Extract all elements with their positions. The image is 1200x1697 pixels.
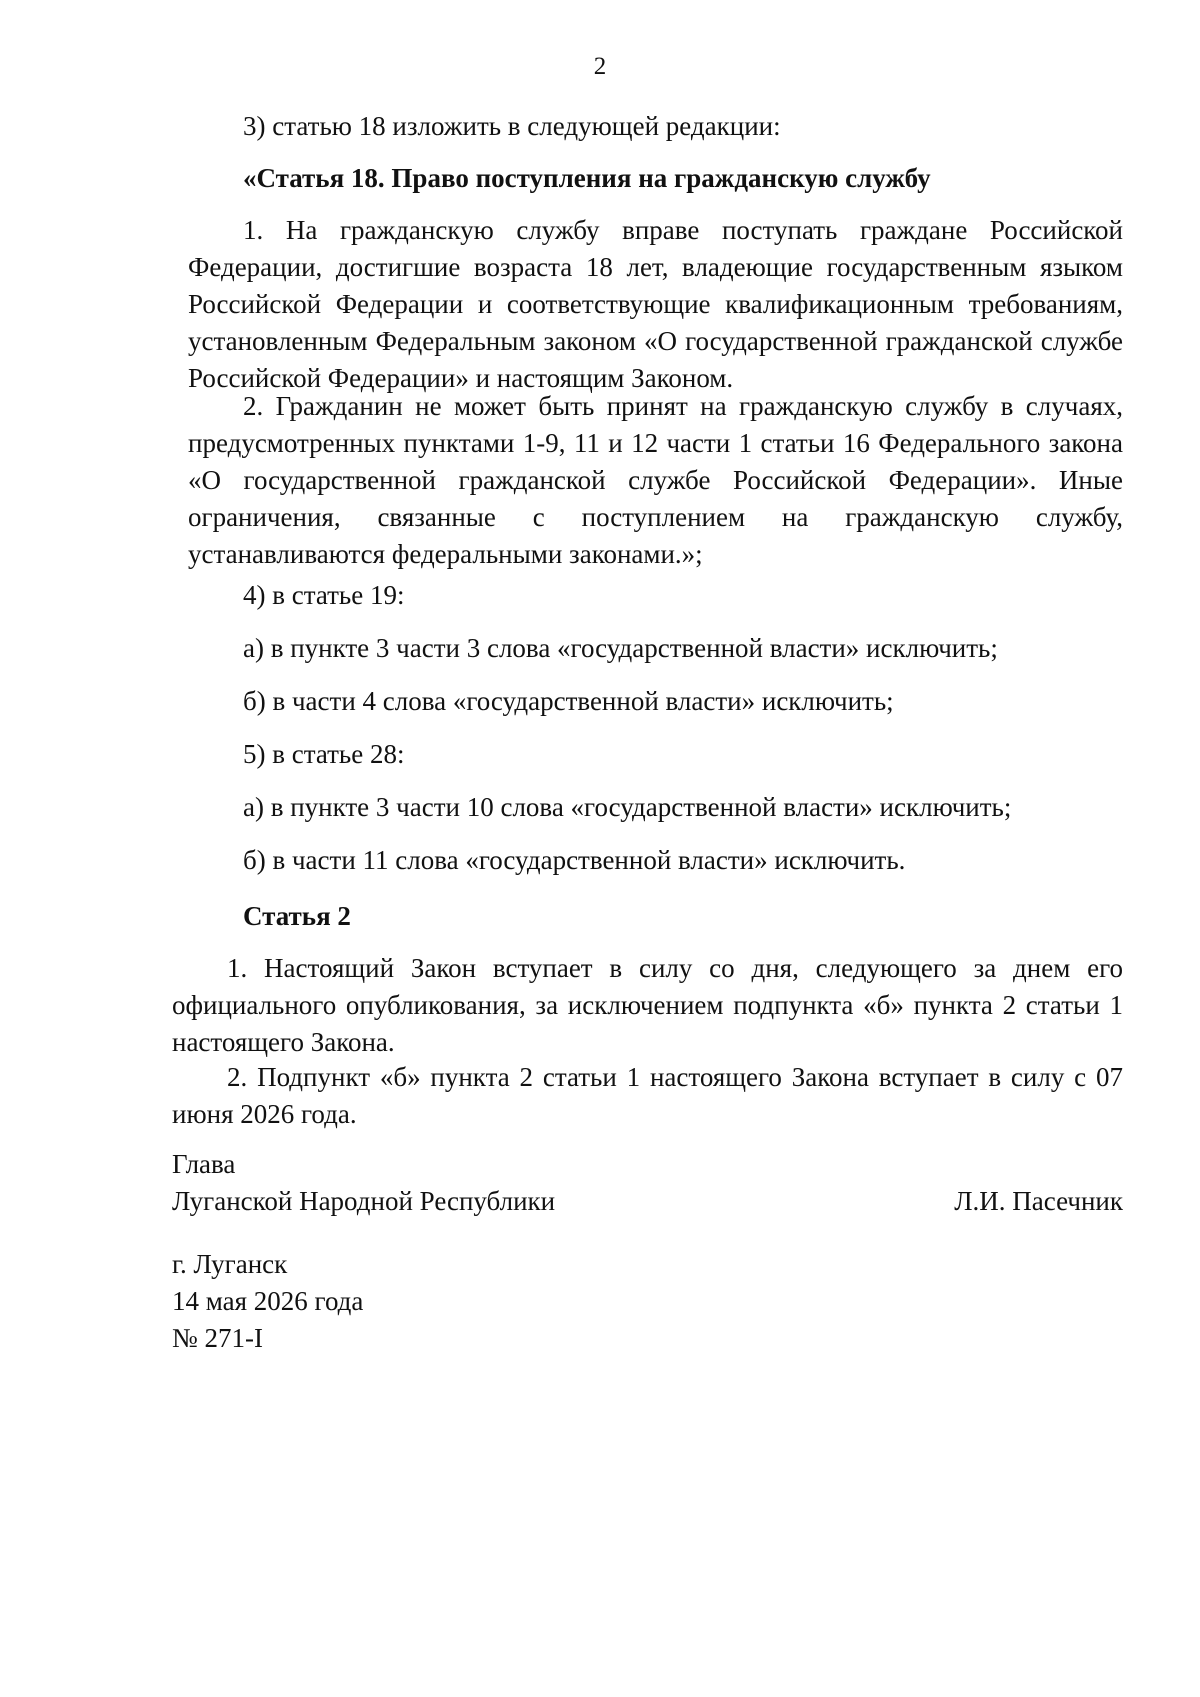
article-2-title <box>188 898 1123 935</box>
signature-position-line-2: Луганской Народной Республики <box>172 1186 556 1216</box>
item-4-a-text: а) в пункте 3 части 3 слова «государственной власти» исключить; <box>243 633 998 663</box>
place-of-signing: г. Луганск <box>172 1249 288 1279</box>
item-4-b <box>188 683 1123 720</box>
article-2-paragraph-1: 1. Настоящий Закон вступает в силу со дня, следующего за днем его официального опубликования, за исключением подпункта «б» пункта 2 статьи 1 настоящего Закона. <box>172 953 1123 1057</box>
article-2-title-text: Статья 2 <box>243 901 351 931</box>
item-4-intro <box>188 577 1123 614</box>
article-18-title <box>188 160 1123 197</box>
law-number: № 271-I <box>172 1323 263 1353</box>
signatory-name: Л.И. Пасечник <box>954 1186 1123 1216</box>
item-5-b-text: б) в части 11 слова «государственной власти» исключить. <box>243 845 906 875</box>
signature-position-line-1: Глава <box>172 1149 236 1179</box>
signature-block <box>172 1146 1123 1220</box>
article-2-paragraph-2: 2. Подпункт «б» пункта 2 статьи 1 настоящего Закона вступает в силу с 07 июня 2026 года. <box>172 1062 1123 1129</box>
item-5-intro <box>188 736 1123 773</box>
article-18-paragraph-1: 1. На гражданскую службу вправе поступать граждане Российской Федерации, достигшие возраста 18 лет, владеющие государственным языком Российской Федерации и соответствующие квалификационным требованиям, установленным Федеральным законом «О государственной гражданской службе Российской Федерации» и настоящим Законом. <box>188 215 1123 393</box>
item-5-a <box>188 789 1123 826</box>
item-4-a <box>188 630 1123 667</box>
signing-date: 14 мая 2026 года <box>172 1286 364 1316</box>
document-footer <box>172 1246 1123 1357</box>
page-number: 2 <box>593 53 607 80</box>
item-4-text: 4) в статье 19: <box>243 580 405 610</box>
item-3-text: 3) статью 18 изложить в следующей редакции: <box>243 111 781 141</box>
item-3-intro <box>188 108 1123 145</box>
item-5-b <box>188 842 1123 879</box>
article-18-paragraph-2: 2. Гражданин не может быть принят на гражданскую службу в случаях, предусмотренных пунктами 1-9, 11 и 12 части 1 статьи 16 Федерального закона «О государственной гражданской службе Российской Федерации». Иные ограничения, связанные с поступлением на гражданскую службу, устанавливаются федеральными законами.»; <box>188 391 1123 569</box>
item-5-text: 5) в статье 28: <box>243 739 405 769</box>
item-4-b-text: б) в части 4 слова «государственной власти» исключить; <box>243 686 894 716</box>
item-5-a-text: а) в пункте 3 части 10 слова «государственной власти» исключить; <box>243 792 1012 822</box>
article-18-title-text: «Статья 18. Право поступления на гражданскую службу <box>243 163 931 193</box>
